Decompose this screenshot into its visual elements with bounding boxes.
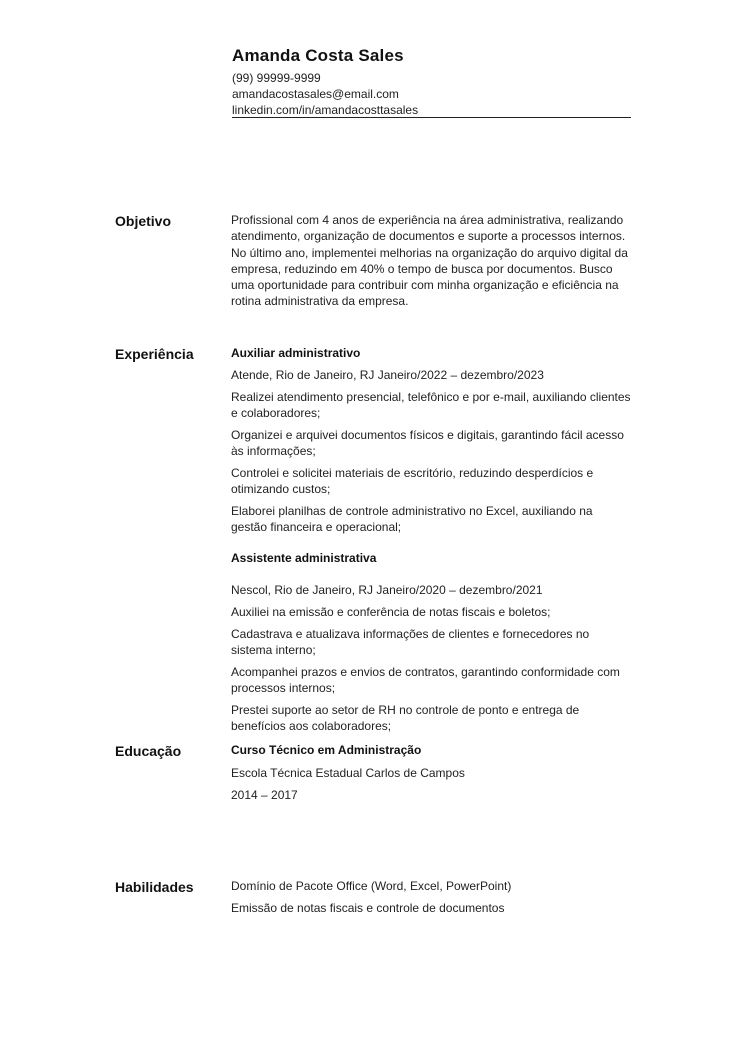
job-bullet: Realizei atendimento presencial, telefônico e por e-mail, auxiliando clientes e colaboradores; xyxy=(231,390,631,420)
job-company-period: Atende, Rio de Janeiro, RJ Janeiro/2022 – dezembro/2023 xyxy=(231,368,544,382)
course-name: Curso Técnico em Administração xyxy=(231,743,422,757)
job-bullet: Elaborei planilhas de controle administrativo no Excel, auxiliando na gestão financeira e operacional; xyxy=(231,504,593,534)
objetivo-text: Profissional com 4 anos de experiência na área administrativa, realizando atendimento, organização de documentos e suporte a processos internos. No último ano, implementei melhorias na organização do arquivo digital da empresa, reduzindo em 40% o tempo de busca por documentos. Busco uma oportunidade para contribuir com minha organização e eficiência na rotina administrativa da empresa. xyxy=(231,213,628,309)
job-company-period: Nescol, Rio de Janeiro, RJ Janeiro/2020 – dezembro/2021 xyxy=(231,583,543,597)
job-entry xyxy=(231,345,631,535)
objetivo-body xyxy=(231,212,631,310)
job-bullet: Controlei e solicitei materiais de escritório, reduzindo desperdícios e otimizando custos; xyxy=(231,466,594,496)
section-title-habilidades: Habilidades xyxy=(115,879,194,895)
education-period: 2014 – 2017 xyxy=(231,788,298,802)
job-title: Assistente administrativa xyxy=(231,551,377,565)
skill-item: Emissão de notas fiscais e controle de documentos xyxy=(231,901,505,915)
job-title: Auxiliar administrativo xyxy=(231,346,361,360)
section-title-experiencia: Experiência xyxy=(115,346,194,362)
phone-number: (99) 99999-9999 xyxy=(232,71,321,85)
school-name: Escola Técnica Estadual Carlos de Campos xyxy=(231,766,465,780)
candidate-name: Amanda Costa Sales xyxy=(232,46,404,65)
habilidades-body xyxy=(231,878,631,916)
job-bullet: Cadastrava e atualizava informações de clientes e fornecedores no sistema interno; xyxy=(231,627,590,657)
resume-header xyxy=(232,46,630,118)
job-bullet: Prestei suporte ao setor de RH no controle de ponto e entrega de benefícios aos colaboradores; xyxy=(231,703,580,733)
header-divider xyxy=(232,117,631,118)
experiencia-body xyxy=(231,345,631,734)
job-entry xyxy=(231,550,631,734)
section-title-educacao: Educação xyxy=(115,743,182,759)
skill-item: Domínio de Pacote Office (Word, Excel, PowerPoint) xyxy=(231,879,512,893)
job-bullet: Acompanhei prazos e envios de contratos, garantindo conformidade com processos internos; xyxy=(231,665,620,695)
job-bullet: Organizei e arquivei documentos físicos e digitais, garantindo fácil acesso às informações; xyxy=(231,428,624,458)
email-address[interactable]: amandacostasales@email.com xyxy=(232,87,399,101)
educacao-body xyxy=(231,742,631,803)
section-title-objetivo: Objetivo xyxy=(115,213,172,229)
job-bullet: Auxiliei na emissão e conferência de notas fiscais e boletos; xyxy=(231,605,551,619)
linkedin-url[interactable]: linkedin.com/in/amandacosttasales xyxy=(232,103,419,117)
